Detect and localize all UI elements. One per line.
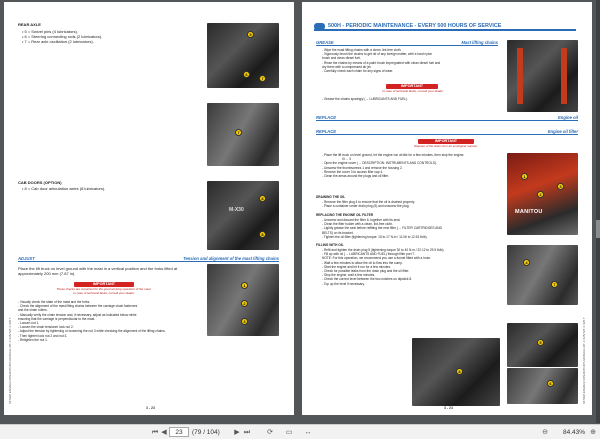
replace-step: - Place the lift truck on level ground, let the engine run at idle for a few minutes, then stop the engine. xyxy=(322,153,465,157)
filter-step: - Tighten the oil filter (tightening torque: 15 to 17 N.m / 11.06 to 12.53 ft•lb). xyxy=(322,234,428,239)
adjust-steps xyxy=(18,300,204,342)
grease-step: brush and clean diesel fuel. xyxy=(322,56,361,61)
adjust-step: - Check the alignment of the mast lifting chains between the carriage chain fasteners xyxy=(18,304,138,309)
grease-step: - Vigorously brush the chains to get rid of any foreign matter, with a hard nylon xyxy=(322,52,433,57)
important-note: These checks are important for the good working operation of the mast. xyxy=(56,287,152,291)
grease-label: GREASE xyxy=(316,40,334,45)
page-count: (79 / 104) xyxy=(192,429,220,436)
mast-chain-photo: 1 2 3 xyxy=(207,264,279,336)
draining-heading: DRAINING THE OIL xyxy=(316,195,346,199)
replacing-filter-heading: REPLACING THE ENGINE OIL FILTER xyxy=(316,213,374,217)
replace-step: - Clean the areas around the plugs and oil filter. xyxy=(322,174,389,179)
filling-step: - Wait a few minutes to allow the oil to flow into the sump. xyxy=(322,260,403,265)
replace-label: REPLACE xyxy=(316,129,337,134)
cab-doors-item: • 8 = Cab door articulation axles (8 lubricators). xyxy=(22,186,106,191)
grease-step: dry them with a compressed air jet. xyxy=(322,64,372,69)
replace-step: - Unscrew the thumbscrews 1 and remove the housing 2. xyxy=(322,165,403,170)
grease-final-step: - Grease the chains sparingly (→ LUBRICANTS AND FUEL). xyxy=(322,97,409,101)
prev-page-icon[interactable]: ◀ xyxy=(161,429,167,436)
replace-oil-header xyxy=(316,115,578,121)
grease-step: - Rinse the chains by means of a paint brush impregnated with clean diesel fuel and xyxy=(322,60,441,65)
left-page xyxy=(4,2,294,415)
replace-title: Engine oil filter xyxy=(547,129,578,134)
drain-plug-photo: 5 xyxy=(507,323,578,367)
oil-filler-photo: 4 7 xyxy=(507,245,578,305)
adjust-header xyxy=(18,256,279,262)
adjust-step: - Visually check the state of the mast and the forks. xyxy=(18,300,91,304)
draining-step: - Place a container under drain plug (5) and unscrew the plug. xyxy=(322,204,410,209)
draining-steps xyxy=(322,200,492,208)
grease-step: - Wipe the mast lifting chains with a clean, lint-free cloth. xyxy=(322,48,402,52)
photo-brand: MANITOU xyxy=(515,209,543,215)
filter-step: - Clean the filter holder with a clean, lint-free cloth. xyxy=(322,222,393,227)
draining-step: - Remove the filler plug 4 to ensure that the oil is drained properly. xyxy=(322,200,415,204)
zoom-out-icon[interactable]: ⊖ xyxy=(542,429,548,436)
replace-step: - Open the engine cover (→ DESCRIPTION: INSTRUMENTS AND CONTROLS). xyxy=(322,161,437,166)
filling-step: - Start the engine and let it run for a few minutes. xyxy=(322,264,391,269)
zoom-in-icon[interactable]: ⊕ xyxy=(590,429,596,436)
viewer-toolbar xyxy=(0,424,600,439)
next-page-icon[interactable]: ▶ xyxy=(234,429,240,436)
adjust-step: and the chain rollers. xyxy=(18,308,48,313)
dipstick-photo: 8 xyxy=(412,338,500,406)
section-title: 500H - PERIODIC MAINTENANCE - EVERY 500 HOURS OF SERVICE xyxy=(328,23,502,29)
adjust-step: - Manually verify the chain tension and, if necessary, adjust as indicated below while xyxy=(18,312,137,317)
last-page-icon[interactable]: ⏭ xyxy=(243,429,251,436)
replace-label: REPLACE xyxy=(316,115,337,120)
page-number-input[interactable]: 23 xyxy=(169,427,189,437)
rear-axle-item: • 7 = Rear axle oscillation (2 lubricators). xyxy=(22,39,94,44)
adjust-step: - Adjust the tension by tightening or loosening the nut 3 while checking the alignment of the lifting chains. xyxy=(18,329,166,334)
cab-door-photo: M-X30 8 8 xyxy=(207,181,279,250)
mast-lifting-chains-photo xyxy=(507,40,578,112)
filling-step: - Top up the level if necessary. xyxy=(322,281,365,286)
filling-heading: FILLING WITH OIL xyxy=(316,243,344,247)
filling-step: - Check for possible leaks from the drain plug and the oil filter. xyxy=(322,269,410,274)
section-title-bar xyxy=(314,22,576,31)
rear-axle-item: • 5 = Swivel pins (4 lubricators). xyxy=(22,29,78,34)
fit-page-icon[interactable]: ▭ xyxy=(285,429,293,436)
scrollbar-thumb[interactable] xyxy=(596,220,600,238)
adjust-title: Tension and alignment of the mast lifting chains xyxy=(183,256,279,261)
filling-step: NOTE: For this operation, we recommend you use a funnel fitted with a hose. xyxy=(322,256,431,261)
adjust-step: ensuring that the carriage is perpendicular to the mast. xyxy=(18,316,96,321)
grease-title: Mast lifting chains xyxy=(461,40,498,45)
page-number: 3 - 23 xyxy=(146,406,155,410)
adjust-step: - Loosen the chain tensioner lock nut 2. xyxy=(18,325,74,330)
oil-filter-photo: 6 xyxy=(507,368,578,404)
first-page-icon[interactable]: ⏮ xyxy=(151,429,159,436)
cab-doors-heading: CAB DOORS (OPTION) xyxy=(18,180,62,185)
axle-detail-photo: 7 xyxy=(207,103,279,166)
important-banner: IMPORTANT xyxy=(386,84,438,89)
important-note: In case of technical faults, consult your dealer. xyxy=(382,89,444,93)
grease-step: - Carefully check each chain for any signs of wear. xyxy=(322,69,394,74)
side-code: 647938 EN/2022 OPERATOR'S MANUAL MT-X 625/ MT-X 625 T xyxy=(8,317,12,404)
adjust-step: - Retighten the nut 1. xyxy=(18,337,48,342)
grease-header xyxy=(316,40,498,46)
engine-cover-photo: MANITOU 1 2 3 xyxy=(507,153,578,235)
side-code: 647938 EN/2022 OPERATOR'S MANUAL MT-X 625/ MT-X 625 T xyxy=(582,317,586,404)
adjust-step: - Loosen nut 1. xyxy=(18,321,40,326)
filling-step: - Refit and tighten the drain plug 5 (tightening torque 30 to 40 N.m / 22.12 to 29.5 ft•lb). xyxy=(322,248,445,252)
filling-steps xyxy=(322,248,500,286)
adjust-step: - Then tighten lock nut 2 and nut 3. xyxy=(18,333,68,338)
filling-step: - Stop the engine, wait a few minutes. xyxy=(322,273,376,278)
important-banner: IMPORTANT xyxy=(74,282,134,287)
replace-step: III ... 3 xyxy=(342,157,351,162)
grease-steps xyxy=(322,48,500,73)
replace-filter-header xyxy=(316,129,578,135)
rear-axle-item: • 6 = Steering connecting rods (2 lubricators). xyxy=(22,34,103,39)
replace-title: Engine oil xyxy=(557,115,578,120)
zoom-level[interactable]: 84.43% xyxy=(563,429,586,436)
rotate-icon[interactable]: ⟳ xyxy=(267,429,273,436)
photo-badge: M-X30 xyxy=(229,207,244,213)
important-note: Dispose of the drain oil in an ecological manner. xyxy=(414,144,478,148)
right-page xyxy=(302,2,592,415)
replace-step: - Remove the cover 3 to access filler cap 4. xyxy=(322,169,384,174)
filling-step: - Fill up with oil (→ LUBRICANTS AND FUEL) through filler port 7. xyxy=(322,252,416,257)
important-banner: IMPORTANT xyxy=(418,139,474,144)
maintenance-icon xyxy=(314,23,325,30)
filter-step: - Unscrew and discard the filter 6, together with its seal. xyxy=(322,218,401,222)
page-number: 3 - 24 xyxy=(444,406,453,410)
adjust-intro: Place the lift truck on level ground with the mast in a vertical position and the forks lifted at approximately 200 mm (7.87 in). xyxy=(18,266,178,277)
filling-step: - Check the correct level between the two notches on dipstick 8. xyxy=(322,277,413,282)
rear-axle-photo: 5 6 7 xyxy=(207,23,279,88)
replacing-filter-steps xyxy=(322,218,498,239)
vertical-scrollbar[interactable] xyxy=(596,0,600,423)
rear-axle-heading: REAR AXLE xyxy=(18,22,41,27)
fit-width-icon[interactable]: ↔ xyxy=(304,429,312,436)
filter-step: BELTS) on its bracket. xyxy=(322,230,354,235)
filter-step: - Lightly grease the seal before refitting the new filter (→ FILTER CARTRIDGES AND xyxy=(322,226,442,231)
adjust-label: ADJUST xyxy=(18,256,35,261)
important-note: In case of technical faults, consult your dealer. xyxy=(73,291,135,295)
